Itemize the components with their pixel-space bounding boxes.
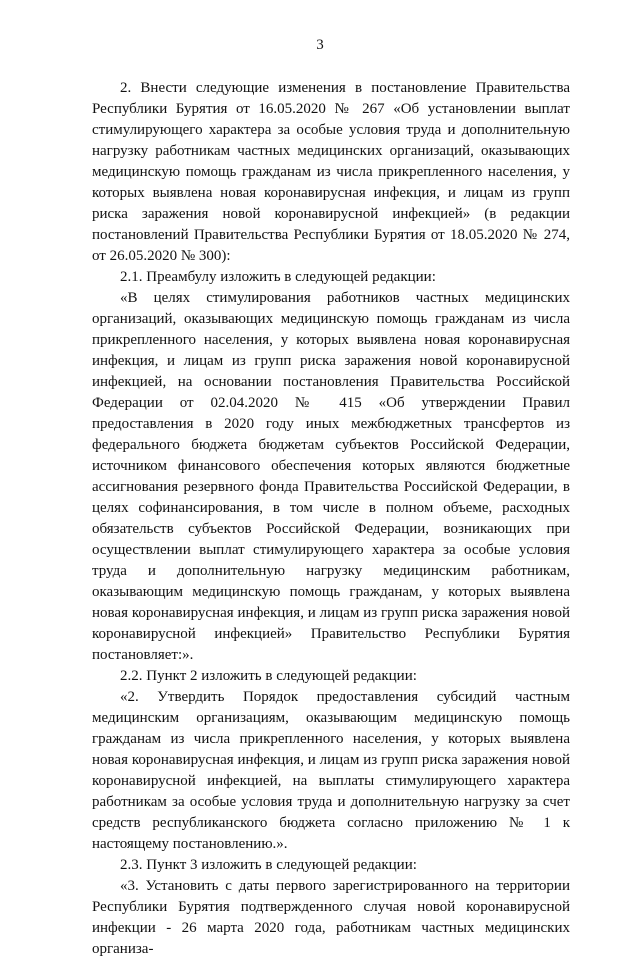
page-number: 3 [316, 37, 324, 53]
paragraph-point-3-text: «3. Установить с даты первого зарегистрированного на территории Республики Бурятия подтвержденного случая новой коронавирусной инфекции - 26 марта 2020 года, работникам частных медицинских организа- [92, 878, 570, 957]
paragraph-amendments-intro: 2. Внести следующие изменения в постановление Правительства Республики Бурятия от 16.05.2020 № 267 «Об установлении выплат стимулирующего характера за особые условия труда и дополнительную нагрузку работникам частных медицинских организаций, оказывающих медицинскую помощь гражданам из числа прикрепленного населения, у которых выявлена новая коронавирусная инфекция, и лицам из групп риска заражения новой коронавирусной инфекцией» (в редакции постановлений Правительства Республики Бурятия от 18.05.2020 № 274, от 26.05.2020 № 300): [92, 80, 570, 264]
document-body [92, 78, 570, 960]
paragraph-2-1-heading: 2.1. Преамбулу изложить в следующей редакции: [120, 269, 436, 285]
paragraph-preamble-text: «В целях стимулирования работников частных медицинских организаций, оказывающих медицинскую помощь гражданам из числа прикрепленного населения, у которых выявлена новая коронавирусная инфекция, и лицам из групп риска заражения новой коронавирусной инфекцией, на основании постановления Правительства Российской Федерации от 02.04.2020 № 415 «Об утверждении Правил предоставления в 2020 году иных межбюджетных трансфертов из федерального бюджета бюджетам субъектов Российской Федерации, источником финансового обеспечения которых являются бюджетные ассигнования резервного фонда Правительства Российской Федерации, в целях софинансирования, в том числе в полном объеме, расходных обязательств субъектов Российской Федерации, возникающих при осуществлении выплат стимулирующего характера за особые условия труда и дополнительную нагрузку медицинским работникам, оказывающим медицинскую помощь гражданам, у которых выявлена новая коронавирусная инфекция, и лицам из групп риска заражения новой коронавирусной инфекцией» Правительство Республики Бурятия постановляет:». [92, 290, 570, 663]
paragraph-2-3-heading: 2.3. Пункт 3 изложить в следующей редакции: [120, 857, 417, 873]
paragraph-point-2-text: «2. Утвердить Порядок предоставления субсидий частным медицинским организациям, оказывающим медицинскую помощь гражданам из числа прикрепленного населения, у которых выявлена новая коронавирусная инфекция, и лицам из групп риска заражения новой коронавирусной инфекцией, на выплаты стимулирующего характера работникам за особые условия труда и дополнительную нагрузку за счет средств республиканского бюджета согласно приложению № 1 к настоящему постановлению.». [92, 689, 570, 852]
paragraph-2-2-heading: 2.2. Пункт 2 изложить в следующей редакции: [120, 668, 417, 684]
